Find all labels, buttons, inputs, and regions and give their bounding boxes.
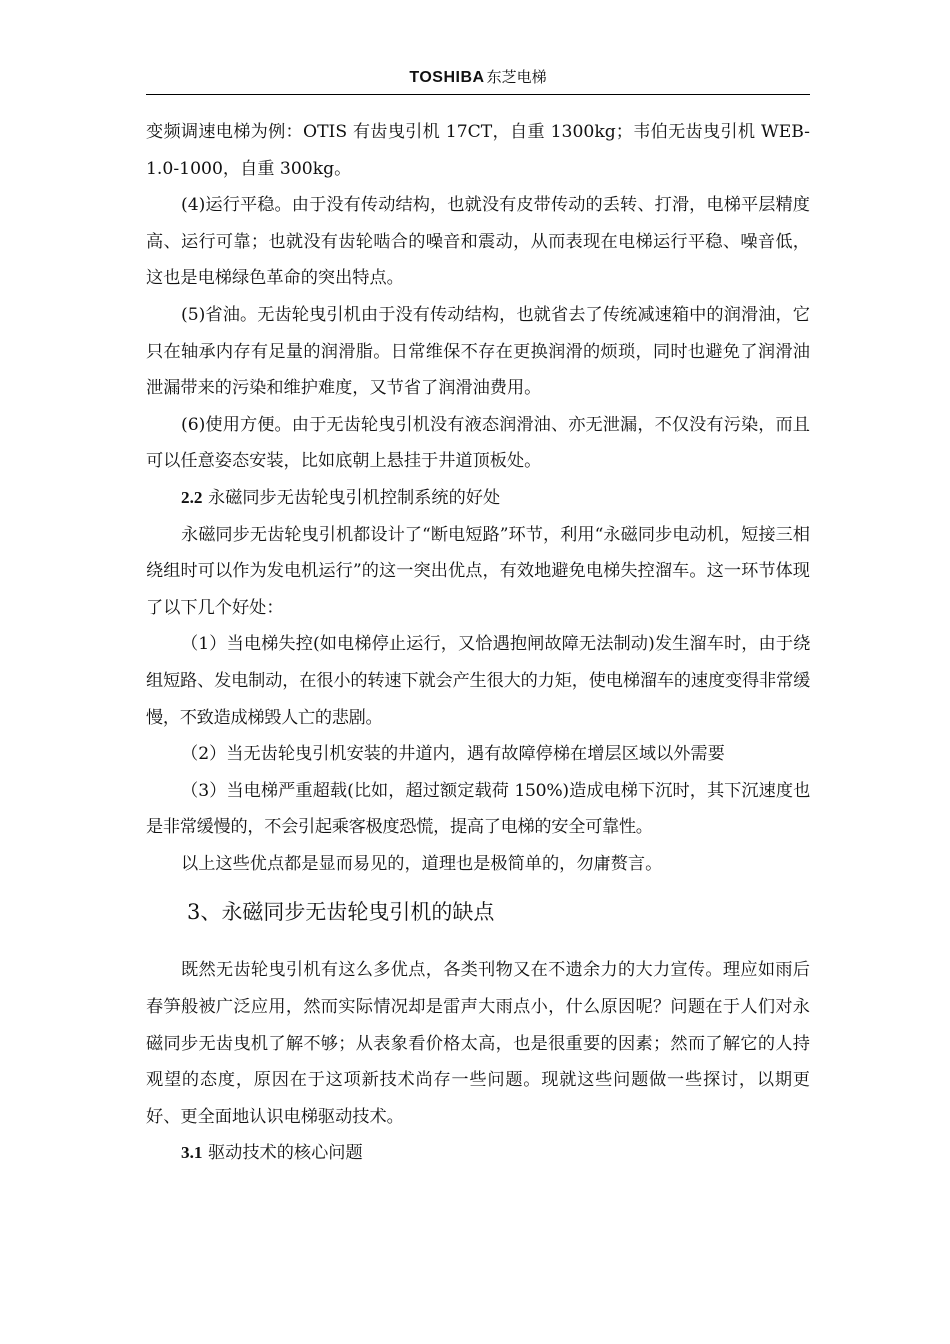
subheading-3-1-text: 驱动技术的核心问题 <box>207 1143 363 1164</box>
document-body <box>146 114 810 1172</box>
section-heading-3: 3、永磁同步无齿轮曳引机的缺点 <box>187 900 495 925</box>
paragraph-smooth-operation: (4)运行平稳。由于没有传动结构，也就没有皮带传动的丢转、打滑，电梯平层精度高、运行可靠；也就没有齿轮啮合的噪音和震动，从而表现在电梯运行平稳、噪音低，这也是电梯绿色革命的突出特点。 <box>146 195 810 289</box>
subheading-3-1-number: 3.1 <box>181 1143 203 1163</box>
page-header <box>146 66 810 95</box>
paragraph-short-circuit: 永磁同步无齿轮曳引机都设计了“断电短路”环节，利用“永磁同步电动机，短接三相绕组时可以作为发电机运行”的这一突出优点，有效地避免电梯失控溜车。这一环节体现了以下几个好处： <box>146 524 810 618</box>
paragraph-weight-example: 变频调速电梯为例：OTIS 有齿曳引机 17CT，自重 1300kg；韦伯无齿曳引机 WEB-1.0-1000，自重 300kg。 <box>146 122 810 179</box>
brand-logo-text: TOSHIBA <box>409 69 485 86</box>
subheading-2-2 <box>146 480 810 517</box>
subheading-2-2-text: 永磁同步无齿轮曳引机控制系统的好处 <box>207 487 501 508</box>
paragraph-conclusion: 以上这些优点都是显而易见的，道理也是极简单的，勿庸赘言。 <box>181 853 663 874</box>
subheading-2-2-number: 2.2 <box>181 487 203 507</box>
paragraph-benefit-2: （2）当无齿轮曳引机安装的井道内，遇有故障停梯在增层区域以外需要 <box>181 744 725 765</box>
brand-subtitle: 东芝电梯 <box>486 68 547 86</box>
paragraph-easy-use: (6)使用方便。由于无齿轮曳引机没有液态润滑油、亦无泄漏，不仅没有污染，而且可以任意姿态安装，比如底朝上悬挂于井道顶板处。 <box>146 414 810 472</box>
subheading-3-1 <box>146 1135 810 1172</box>
paragraph-shortcomings-intro: 既然无齿轮曳引机有这么多优点，各类刊物又在不遗余力的大力宣传。理应如雨后春笋般被广泛应用，然而实际情况却是雷声大雨点小，什么原因呢？问题在于人们对永磁同步无齿曳机了解不够；从表象看价格太高，也是很重要的因素；然而了解它的人持观望的态度，原因在于这项新技术尚存一些问题。现就这些问题做一些探讨，以期更好、更全面地认识电梯驱动技术。 <box>146 960 810 1127</box>
paragraph-benefit-3: （3）当电梯严重超载(比如，超过额定载荷 150%)造成电梯下沉时，其下沉速度也是非常缓慢的，不会引起乘客极度恐慌，提高了电梯的安全可靠性。 <box>146 780 810 838</box>
paragraph-benefit-1: （1）当电梯失控(如电梯停止运行，又恰遇抱闸故障无法制动)发生溜车时，由于绕组短路、发电制动，在很小的转速下就会产生很大的力矩，使电梯溜车的速度变得非常缓慢，不致造成梯毁人亡的悲剧。 <box>146 634 810 728</box>
paragraph-oil-saving: (5)省油。无齿轮曳引机由于没有传动结构，也就省去了传统减速箱中的润滑油，它只在轴承内存有足量的润滑脂。日常维保不存在更换润滑的烦琐，同时也避免了润滑油泄漏带来的污染和维护难度，又节省了润滑油费用。 <box>146 304 810 399</box>
